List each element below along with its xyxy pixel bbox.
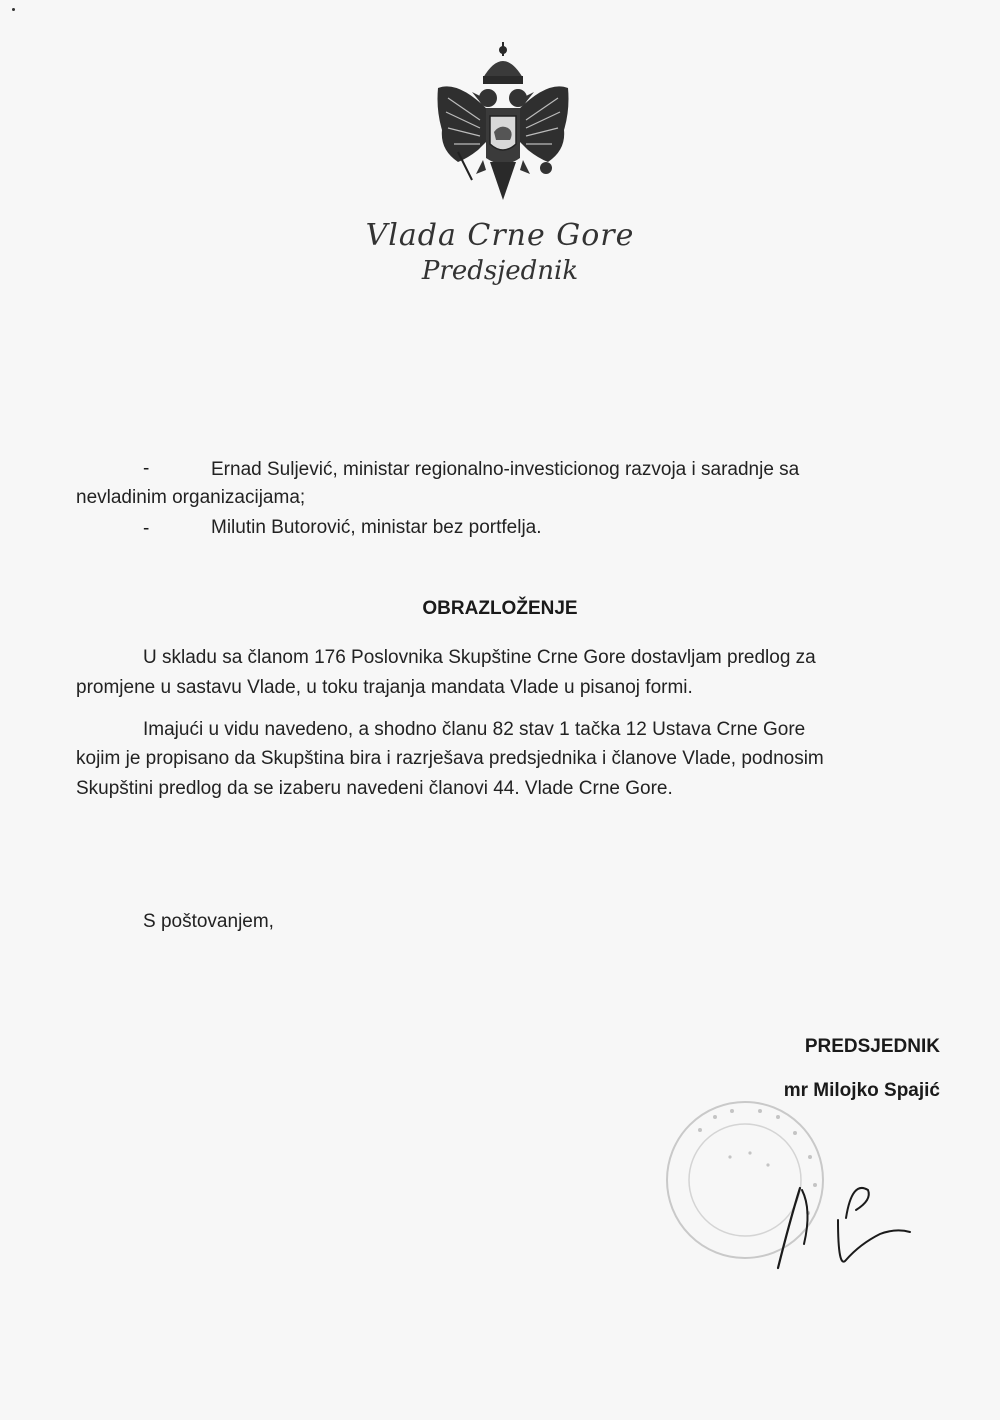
handwritten-signature — [760, 1160, 920, 1280]
paragraph-line: Skupštini predlog da se izaberu navedeni članovi 44. Vlade Crne Gore. — [76, 778, 673, 799]
paragraph-line: promjene u sastavu Vlade, u toku trajanja mandata Vlade u pisanoj formi. — [76, 677, 693, 698]
paragraph-line: Imajući u vidu navedeno, a shodno članu 82 stav 1 tačka 12 Ustava Crne Gore — [143, 719, 806, 740]
section-heading: OBRAZLOŽENJE — [422, 598, 578, 619]
signatory-title: PREDSJEDNIK — [804, 1036, 940, 1057]
letterhead-office: Predsjednik — [421, 256, 579, 286]
paragraph-line: kojim je propisano da Skupština bira i razrješava predsjednika i članove Vlade, podnosim — [76, 748, 824, 769]
list-item-text: Ernad Suljević, ministar regionalno-investicionog razvoja i saradnje sa — [211, 459, 800, 480]
list-marker: - — [143, 458, 150, 479]
paragraph-line: U skladu sa članom 176 Poslovnika Skupštine Crne Gore dostavljam predlog za — [143, 647, 816, 668]
list-marker: - — [143, 518, 150, 539]
coat-of-arms-icon — [428, 40, 578, 205]
scan-speck — [12, 8, 15, 11]
list-item-text: Milutin Butorović, ministar bez portfelja. — [211, 517, 542, 538]
signatory-name: mr Milojko Spajić — [783, 1080, 940, 1101]
list-item-text-continued: nevladinim organizacijama; — [76, 487, 306, 508]
closing-salutation: S poštovanjem, — [143, 911, 274, 932]
letterhead-government: Vlada Crne Gore — [365, 218, 635, 253]
